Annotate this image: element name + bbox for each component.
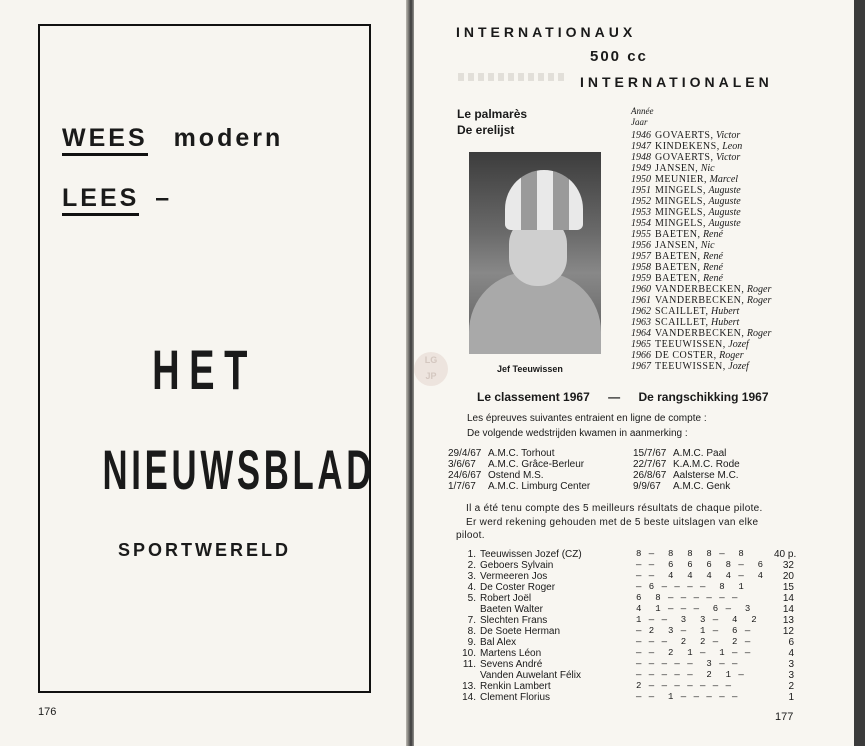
standings-row: 8. De Soete Herman — 2 3 — 1 — 6 — 12	[467, 626, 794, 637]
photo-caption: Jef Teeuwissen	[497, 364, 563, 374]
rider-photo	[469, 152, 601, 354]
note-nl-2: piloot.	[456, 530, 485, 541]
standings-row: 5. Robert Joël 6 8 — — — — — — 14	[467, 593, 794, 604]
winner-row: 1964 VANDERBECKEN, Roger	[631, 328, 772, 339]
year-header	[631, 106, 654, 128]
sportwereld-heading: SPORTWERELD	[117, 540, 291, 560]
winner-row: 1966 DE COSTER, Roger	[631, 350, 744, 361]
winner-row: 1950 MEUNIER, Marcel	[631, 174, 739, 185]
winner-row: 1963 SCAILLET, Hubert	[631, 317, 740, 328]
standings-row: 2. Geboers Sylvain — — 6 6 6 8 — 6 32	[467, 560, 794, 571]
standings-row: 9. Bal Alex — — — 2 2 — 2 — 6	[467, 637, 794, 648]
palmares-fr: Le palmarès	[457, 107, 528, 121]
winner-row: 1965 TEEUWISSEN, Jozef	[631, 339, 749, 350]
note-nl-1: Er werd rekening gehouden met de 5 beste uitslagen van elke	[466, 517, 759, 528]
left-page	[0, 0, 408, 746]
winner-row: 1949 JANSEN, Nic	[631, 163, 715, 174]
event-row: 26/8/67 Aalsterse M.C.	[633, 470, 739, 481]
standings-row: 13. Renkin Lambert 2 — — — — — — — 2	[462, 681, 794, 692]
standings-row: 11. Sevens André — — — — — 3 — — 3	[462, 659, 794, 670]
page-number-right: 177	[775, 711, 794, 723]
book-edge	[854, 0, 865, 746]
winner-row: 1955 BAETEN, René	[631, 229, 723, 240]
winner-row: 1948 GOVAERTS, Victor	[631, 152, 741, 163]
winner-row: 1947 KINDEKENS, Leon	[631, 141, 743, 152]
event-row: 3/6/67 A.M.C. Grâce-Berleur	[448, 459, 585, 470]
palmares-nl: De erelijst	[457, 123, 515, 137]
standings-row: 1. Teeuwissen Jozef (CZ) 8 — 8 8 8 — 8 40 p.	[467, 549, 797, 560]
standings-row: 14. Clement Florius — — 1 — — — — — 1	[462, 692, 794, 703]
wees-modern-line	[62, 124, 283, 153]
standings-table	[456, 549, 796, 703]
modern-word: modern	[173, 124, 284, 152]
standings-row: 4. De Coster Roger — 6 — — — — 8 1 15	[467, 582, 794, 593]
winner-row: 1959 BAETEN, René	[631, 273, 723, 284]
winner-row: 1957 BAETEN, René	[631, 251, 723, 262]
winner-row: 1960 VANDERBECKEN, Roger	[631, 284, 772, 295]
event-row: 24/6/67 Ostend M.S.	[448, 470, 544, 481]
faint-bleed-through	[458, 73, 568, 81]
standings-row: 10. Martens Léon — — 2 1 — 1 — — 4	[462, 648, 794, 659]
classement-dash: —	[608, 390, 621, 404]
intro-fr: Les épreuves suivantes entraient en ligne de compte :	[467, 413, 707, 424]
winner-row: 1956 JANSEN, Nic	[631, 240, 715, 251]
event-row: 29/4/67 A.M.C. Torhout	[448, 448, 555, 459]
photo-helmet	[505, 170, 583, 230]
event-row: 9/9/67 A.M.C. Genk	[633, 481, 731, 492]
winner-row: 1967 TEEUWISSEN, Jozef	[631, 361, 749, 372]
event-row: 1/7/67 A.M.C. Limburg Center	[448, 481, 591, 492]
standings-row: Vanden Auwelant Félix — — — — — 2 1 — 3	[480, 670, 794, 681]
wees-word: WEES	[62, 124, 148, 156]
winners-list	[631, 130, 771, 372]
standings-row: Baeten Walter 4 1 — — — 6 — 3 14	[480, 604, 794, 615]
header-internationalen: INTERNATIONALEN	[580, 74, 773, 90]
winner-row: 1958 BAETEN, René	[631, 262, 723, 273]
right-page	[414, 0, 854, 746]
page-number-left: 176	[38, 706, 57, 718]
header-internationaux: INTERNATIONAUX	[456, 24, 637, 40]
library-stamp: LG JP	[414, 352, 448, 386]
note-fr: Il a été tenu compte des 5 meilleurs résultats de chaque pilote.	[466, 503, 763, 514]
event-row: 22/7/67 K.A.M.C. Rode	[633, 459, 740, 470]
winner-row: 1953 MINGELS, Auguste	[631, 207, 741, 218]
winner-row: 1951 MINGELS, Auguste	[631, 185, 741, 196]
winner-row: 1952 MINGELS, Auguste	[631, 196, 741, 207]
event-row: 15/7/67 A.M.C. Paal	[633, 448, 727, 459]
winner-row: 1962 SCAILLET, Hubert	[631, 306, 740, 317]
standings-row: 7. Slechten Frans 1 — — 3 3 — 4 2 13	[467, 615, 794, 626]
winner-row: 1961 VANDERBECKEN, Roger	[631, 295, 772, 306]
classement-fr: Le classement 1967	[477, 390, 590, 404]
winner-row: 1954 MINGELS, Auguste	[631, 218, 741, 229]
year-header-nl: Jaar	[631, 117, 648, 127]
classement-nl: De rangschikking 1967	[638, 390, 769, 404]
lees-dash: –	[155, 184, 173, 212]
classement-title	[477, 390, 769, 404]
header-500cc: 500 cc	[590, 48, 648, 65]
year-header-fr: Année	[631, 106, 654, 116]
standings-row: 3. Vermeeren Jos — — 4 4 4 4 — 4 20	[467, 571, 794, 582]
newspaper-ad-box	[38, 24, 376, 693]
lees-word: LEES	[62, 184, 139, 216]
het-heading: HET	[152, 338, 257, 401]
lees-line	[62, 184, 172, 213]
intro-nl: De volgende wedstrijden kwamen in aanmerking :	[467, 428, 688, 439]
winner-row: 1946 GOVAERTS, Victor	[631, 130, 741, 141]
nieuwsblad-heading: NIEUWSBLAD	[102, 438, 376, 501]
